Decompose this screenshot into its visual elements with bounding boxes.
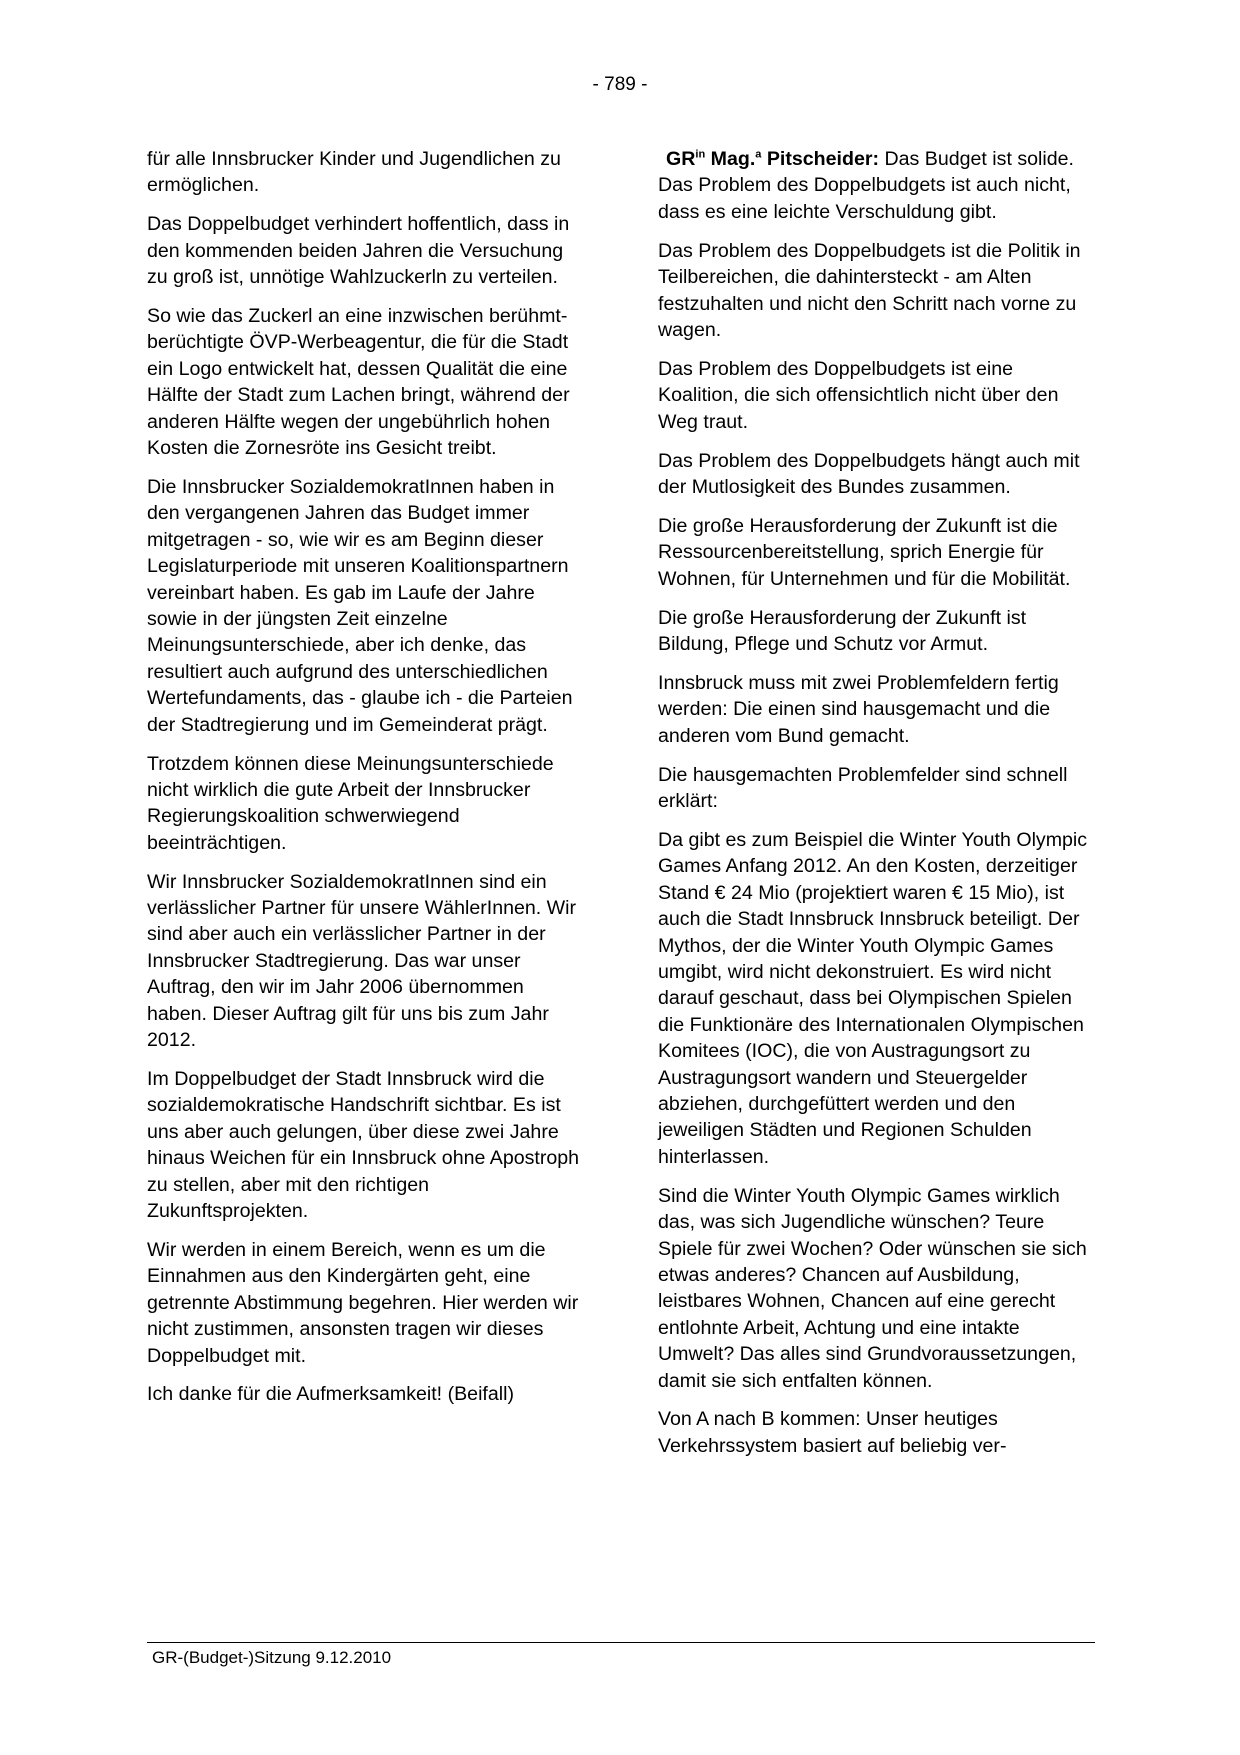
speaker-title: GR xyxy=(666,148,696,170)
paragraph: Ich danke für die Aufmerksamkeit! (Beifall) xyxy=(147,1383,514,1406)
right-column xyxy=(658,146,1098,1472)
speaker-paragraph xyxy=(658,146,1098,225)
speaker-label xyxy=(666,148,879,170)
paragraph: Sind die Winter Youth Olympic Games wirklich das, was sich Jugendliche wünschen? Teure Spiele für zwei Wochen? Oder wünschen sie sich etwas anderes? Chancen auf Ausbildung, leistbares Wohnen, Chancen auf eine gerecht entlohnte Arbeit, Achtung und eine intakte Umwelt? Das alles sind Grundvoraussetzungen, damit sie sich entfalten können. xyxy=(658,1184,1087,1392)
paragraph: für alle Innsbrucker Kinder und Jugendlichen zu ermöglichen. xyxy=(147,148,561,197)
speaker-degree: Mag. xyxy=(710,148,756,170)
paragraph: So wie das Zuckerl an eine inzwischen berühmt-berüchtigte ÖVP-Werbeagentur, die für die Stadt ein Logo entwickelt hat, dessen Qualität die eine Hälfte der Stadt zum Lachen bringt, während der anderen Hälfte wegen der ungebührlich hohen Kosten die Zornesröte ins Gesicht treibt. xyxy=(147,305,570,460)
paragraph: Die Innsbrucker SozialdemokratInnen haben in den vergangenen Jahren das Budget immer mitgetragen - so, wie wir es am Beginn dieser Legislaturperiode mit unseren Koalitionspartnern vereinbart haben. Es gab im Laufe der Jahre sowie in der jüngsten Zeit einzelne Meinungsunterschiede, aber ich denke, das resultiert auch aufgrund des unterschiedlichen Wertefundaments, das - glaube ich - die Parteien der Stadtregierung und im Gemeinderat prägt. xyxy=(147,475,573,736)
paragraph: Wir Innsbrucker SozialdemokratInnen sind ein verlässlicher Partner für unsere WählerInnen. Wir sind aber auch ein verlässlicher Partner in der Innsbrucker Stadtregierung. Das war unser Auftrag, den wir im Jahr 2006 übernommen haben. Dieser Auftrag gilt für uns bis zum Jahr 2012. xyxy=(147,870,577,1052)
paragraph: Die große Herausforderung der Zukunft ist die Ressourcenbereitstellung, sprich Energie für Wohnen, für Unternehmen und für die Mobilität. xyxy=(658,514,1071,590)
paragraph: Die große Herausforderung der Zukunft ist Bildung, Pflege und Schutz vor Armut. xyxy=(658,606,1027,655)
paragraph: Das Problem des Doppelbudgets hängt auch mit der Mutlosigkeit des Bundes zusammen. xyxy=(658,449,1080,498)
paragraph: Das Doppelbudget verhindert hoffentlich, dass in den kommenden beiden Jahren die Versuchung zu groß ist, unnötige Wahlzuckerln zu verteilen. xyxy=(147,213,570,289)
page-number: - 789 - xyxy=(592,74,648,95)
paragraph: Innsbruck muss mit zwei Problemfeldern fertig werden: Die einen sind hausgemacht und die anderen vom Bund gemacht. xyxy=(658,671,1059,747)
speaker-title-sup: in xyxy=(695,148,706,161)
speaker-degree-sup: a xyxy=(755,148,762,161)
paragraph: Wir werden in einem Bereich, wenn es um die Einnahmen aus den Kindergärten geht, eine getrennte Abstimmung begehren. Hier werden wir nicht zustimmen, ansonsten tragen wir dieses Doppelbudget mit. xyxy=(147,1238,579,1367)
footer-divider xyxy=(147,1642,1095,1643)
footer-text: GR-(Budget-)Sitzung 9.12.2010 xyxy=(152,1648,392,1667)
speaker-name: Pitscheider: xyxy=(766,148,880,170)
paragraph: Das Problem des Doppelbudgets ist die Politik in Teilbereichen, die dahintersteckt - am Alten festzuhalten und nicht den Schritt nach vorne zu wagen. xyxy=(658,239,1081,341)
paragraph: Trotzdem können diese Meinungsunterschiede nicht wirklich die gute Arbeit der Innsbrucker Regierungskoalition schwerwiegend beeinträchtigen. xyxy=(147,752,554,854)
left-column xyxy=(147,146,587,1420)
paragraph: Die hausgemachten Problemfelder sind schnell erklärt: xyxy=(658,763,1068,813)
speaker-statement: Das Budget ist solide. Das Problem des Doppelbudgets ist auch nicht, dass es eine leichte Verschuldung gibt. xyxy=(658,148,1074,223)
paragraph: Da gibt es zum Beispiel die Winter Youth Olympic Games Anfang 2012. An den Kosten, derzeitiger Stand € 24 Mio (projektiert waren € 15 Mio), ist auch die Stadt Innsbruck Innsbruck beteiligt. Der Mythos, der die Winter Youth Olympic Games umgibt, wird nicht dekonstruiert. Es wird nicht darauf geschaut, dass bei Olympischen Spielen die Funktionäre des Internationalen Olympischen Komitees (IOC), die von Austragungsort zu Austragungsort wandern und Steuergelder abziehen, durchgefüttert werden und den jeweiligen Städten und Regionen Schulden hinterlassen. xyxy=(658,828,1088,1168)
paragraph: Im Doppelbudget der Stadt Innsbruck wird die sozialdemokratische Handschrift sichtbar. Es ist uns aber auch gelungen, über diese zwei Jahre hinaus Weichen für ein Innsbruck ohne Apostroph zu stellen, aber mit den richtigen Zukunftsprojekten. xyxy=(147,1068,580,1223)
paragraph: Von A nach B kommen: Unser heutiges Verkehrssystem basiert auf beliebig ver- xyxy=(658,1408,1007,1457)
paragraph: Das Problem des Doppelbudgets ist eine Koalition, die sich offensichtlich nicht über den Weg traut. xyxy=(658,357,1059,433)
